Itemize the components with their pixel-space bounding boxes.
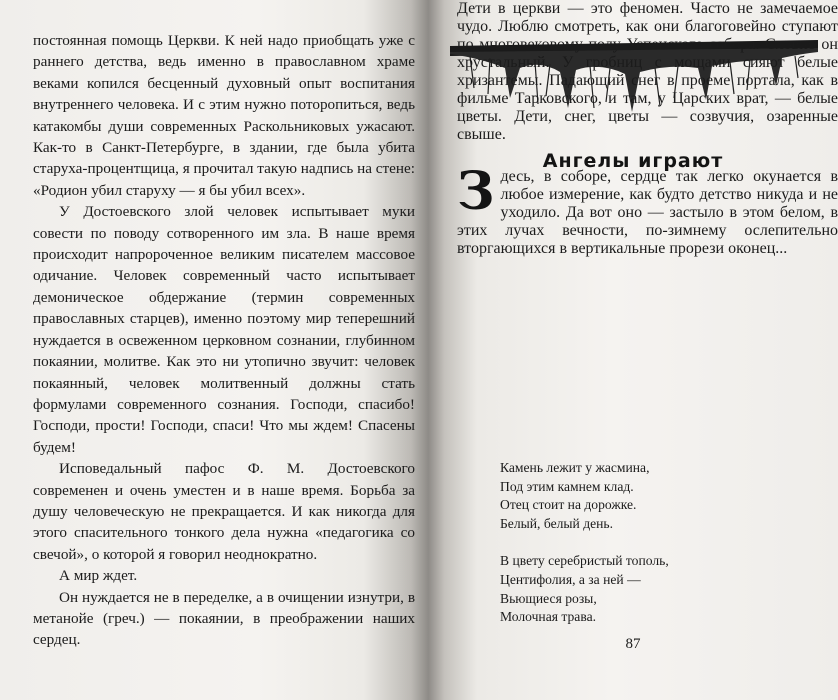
right-paragraph-body: десь, в соборе, сердце так легко окунается в любое измерение, как будто детство никуда и не уходило. Да вот оно — застыло в этом белом, в этих лучах вечности, по-зимнему ослепительно вторгающихся в вертикальные прорези оконец... <box>457 168 838 257</box>
poem-line: Вьющиеся розы, <box>500 590 597 606</box>
left-page-text <box>33 30 415 651</box>
poem-line: Под этим камнем клад. <box>500 478 634 494</box>
left-paragraph: Исповедальный пафос Ф. М. Достоевского современен и очень уместен и в наше время. Борьба за душу человеческую не прекращается. И как никогда для этого спасительного тонкого дела нужна «педагогика со свечой», о которой я говорил неоднократно. <box>33 460 415 563</box>
left-paragraph: постоянная помощь Церкви. К ней надо приобщать уже с раннего детства, ведь именно в православном храме веками копился бесценный духовный опыт воспитания внутреннего человека. И с этим нужно поторопиться, ведь катакомбы души современных Раскольниковых ужасают. Как-то в Санкт-Петербурге, в здании, где была убита старуха-процентщица, я прочитал такую надпись на стене: «Родион убил старуху — я бы убил всех». <box>33 32 415 199</box>
page-number: 87 <box>625 636 641 652</box>
poem-stanza <box>500 552 669 626</box>
left-paragraph: У Достоевского злой человек испытывает муки совести по поводу сотворенного им зла. В наше время происходит напророченное великим писателем массовое одичание. Человек современный часто испытывает демоническое обдержание (термин современных православных старцев), именно поэтому мир теперешний нуждается в освеженном церковном сознании, глубинном покаянии, молитве. Как это ни утопично звучит: человек покаянный, человек молитвенный должны стать формулами современного сознания. Господи, спасибо! Господи, прости! Господи, спаси! Что мы ждем! Спасены будем! <box>33 203 415 456</box>
chapter-title: Ангелы играют <box>542 150 724 172</box>
poem-line: Белый, белый день. <box>500 515 614 531</box>
left-paragraph: Он нуждается не в переделке, а в очищении изнутри, в метанойе (греч.) — покаянии, в преображении наших сердец. <box>33 588 415 649</box>
drop-cap: З <box>457 161 495 222</box>
right-paragraph: Дети в церкви — это феномен. Часто не замечаемое чудо. Люблю смотреть, как они благоговейно ступают по многовековому полу Успенского собора. Словно он хрустальный. У гробниц с мощами сияют белые хризантемы. Падающий снег в проеме портала, как в фильме Тарковского, и там, у Царских врат, — белые цветы. Дети, снег, цветы — созвучия, озаренные свыше. <box>457 0 838 143</box>
poem-stanza <box>500 459 669 533</box>
poem <box>500 459 669 646</box>
poem-line: Центифолия, а за ней — <box>500 571 641 587</box>
poem-line: Отец стоит на дорожке. <box>500 497 637 513</box>
left-paragraph: А мир ждет. <box>59 567 138 585</box>
poem-line: Молочная трава. <box>500 609 596 625</box>
right-text-column <box>457 0 838 258</box>
poem-line: Камень лежит у жасмина, <box>500 460 650 475</box>
poem-line: В цвету серебристый тополь, <box>500 553 669 569</box>
